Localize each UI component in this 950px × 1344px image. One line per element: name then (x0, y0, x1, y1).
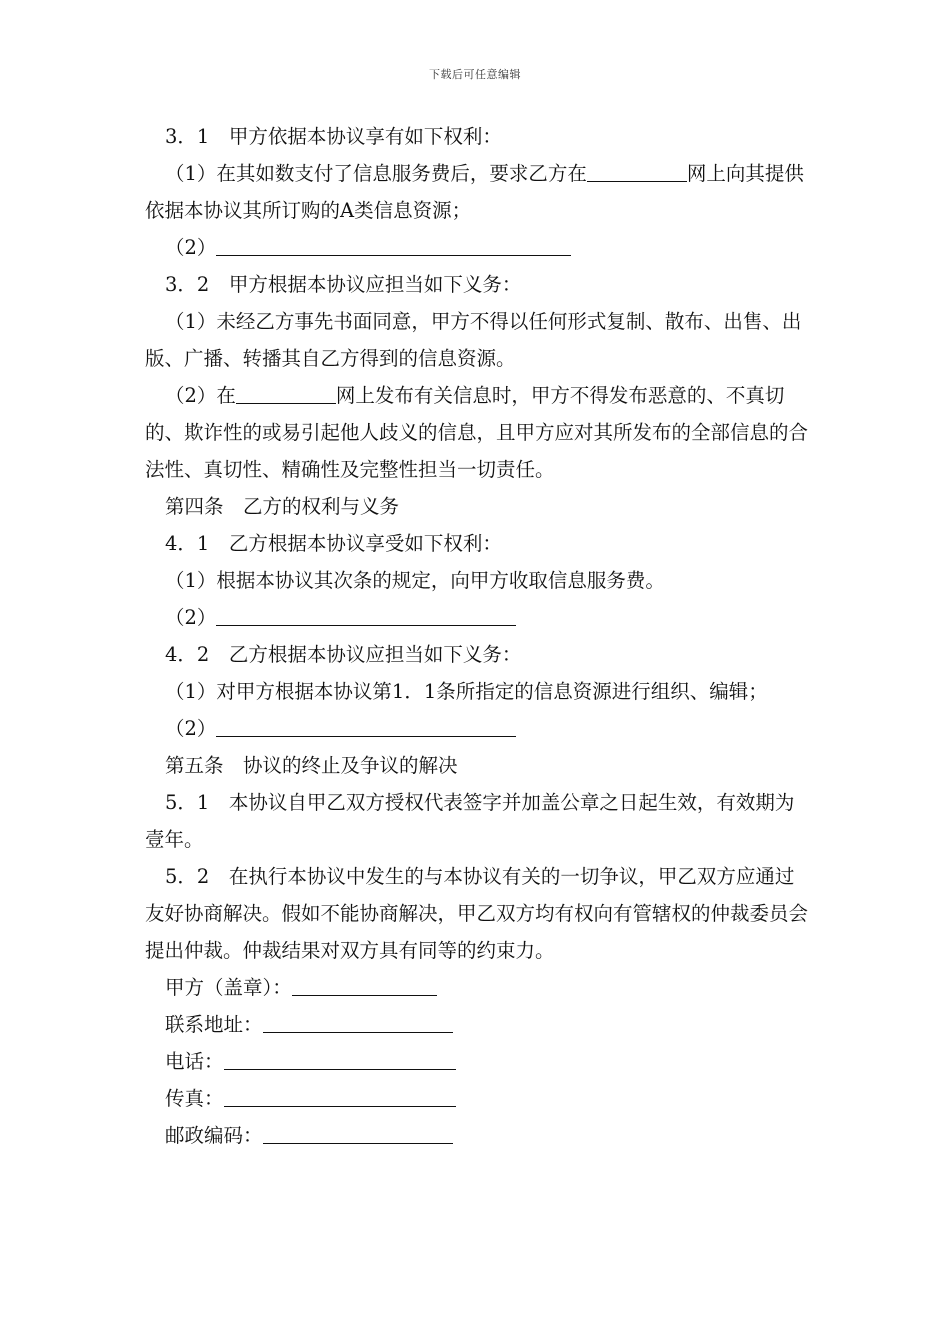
phone-blank (224, 1047, 456, 1070)
clause-3-1-item-2 (145, 229, 813, 266)
page-header: 下载后可任意编辑 (429, 68, 521, 81)
clause-5-1: 5．1 本协议自甲乙双方授权代表签字并加盖公章之日起生效，有效期为壹年。 (145, 791, 795, 851)
clause-3-1: 3．1 甲方依据本协议享有如下权利： (165, 125, 502, 148)
signature-address (145, 1006, 813, 1043)
signature-fax-label: 传真： (165, 1087, 224, 1110)
blank-line (216, 233, 571, 256)
clause-3-2-item-1: （1）未经乙方事先书面同意，甲方不得以任何形式复制、散布、出售、出版、广播、转播其自乙方得到的信息资源。 (145, 310, 802, 370)
signature-postcode (145, 1117, 813, 1154)
website-blank (587, 159, 687, 182)
clause-4-2-item-2-label: （2） (165, 717, 217, 740)
address-blank (263, 1010, 453, 1033)
clause-4-1-item-1: （1）根据本协议其次条的规定，向甲方收取信息服务费。 (165, 569, 665, 592)
clause-3-1-item-1 (145, 155, 813, 229)
clause-3-2: 3．2 甲方根据本协议应担当如下义务： (165, 273, 522, 296)
website-blank (236, 381, 336, 404)
clause-5-2: 5．2 在执行本协议中发生的与本协议有关的一切争议，甲乙双方应通过友好协商解决。假如不能协商解决，甲乙双方均有权向有管辖权的仲裁委员会提出仲裁。仲裁结果对双方具有同等的约束力。 (145, 865, 809, 962)
signature-fax (145, 1080, 813, 1117)
clause-4-2: 4．2 乙方根据本协议应担当如下义务： (165, 643, 522, 666)
clause-4-2-item-1: （1）对甲方根据本协议第1．1条所指定的信息资源进行组织、编辑； (165, 680, 768, 703)
signature-party-a (145, 969, 813, 1006)
postcode-blank (263, 1121, 453, 1144)
clause-3-1-item-1-part-a: （1）在其如数支付了信息服务费后，要求乙方在 (165, 162, 587, 185)
clause-3-2-item-2-part-a: （2）在 (165, 384, 236, 407)
blank-line (216, 603, 516, 626)
fax-blank (224, 1084, 456, 1107)
clause-4-1: 4．1 乙方根据本协议享受如下权利： (165, 532, 502, 555)
article-4-title: 第四条 乙方的权利与义务 (165, 495, 400, 518)
signature-phone-label: 电话： (165, 1050, 224, 1073)
clause-4-1-item-2-label: （2） (165, 606, 217, 629)
clause-4-1-item-2 (145, 599, 813, 636)
article-5-title: 第五条 协议的终止及争议的解决 (165, 754, 458, 777)
clause-3-1-item-2-label: （2） (165, 236, 217, 259)
signature-address-label: 联系地址： (165, 1013, 263, 1036)
clause-4-2-item-2 (145, 710, 813, 747)
signature-party-a-label: 甲方（盖章）： (165, 976, 292, 999)
clause-3-1-item-1-part-b: 网上向其提供依据本协议其所订购的A类信息资源； (145, 162, 804, 222)
signature-postcode-label: 邮政编码： (165, 1124, 263, 1147)
clause-3-2-item-2 (145, 377, 813, 488)
signature-blank (292, 973, 437, 996)
blank-line (216, 714, 516, 737)
signature-phone (145, 1043, 813, 1080)
document-body (145, 118, 813, 1154)
clause-3-2-item-2-part-b: 网上发布有关信息时，甲方不得发布恶意的、不真切的、欺诈性的或易引起他人歧义的信息，且甲方应对其所发布的全部信息的合法性、真切性、精确性及完整性担当一切责任。 (145, 384, 809, 481)
